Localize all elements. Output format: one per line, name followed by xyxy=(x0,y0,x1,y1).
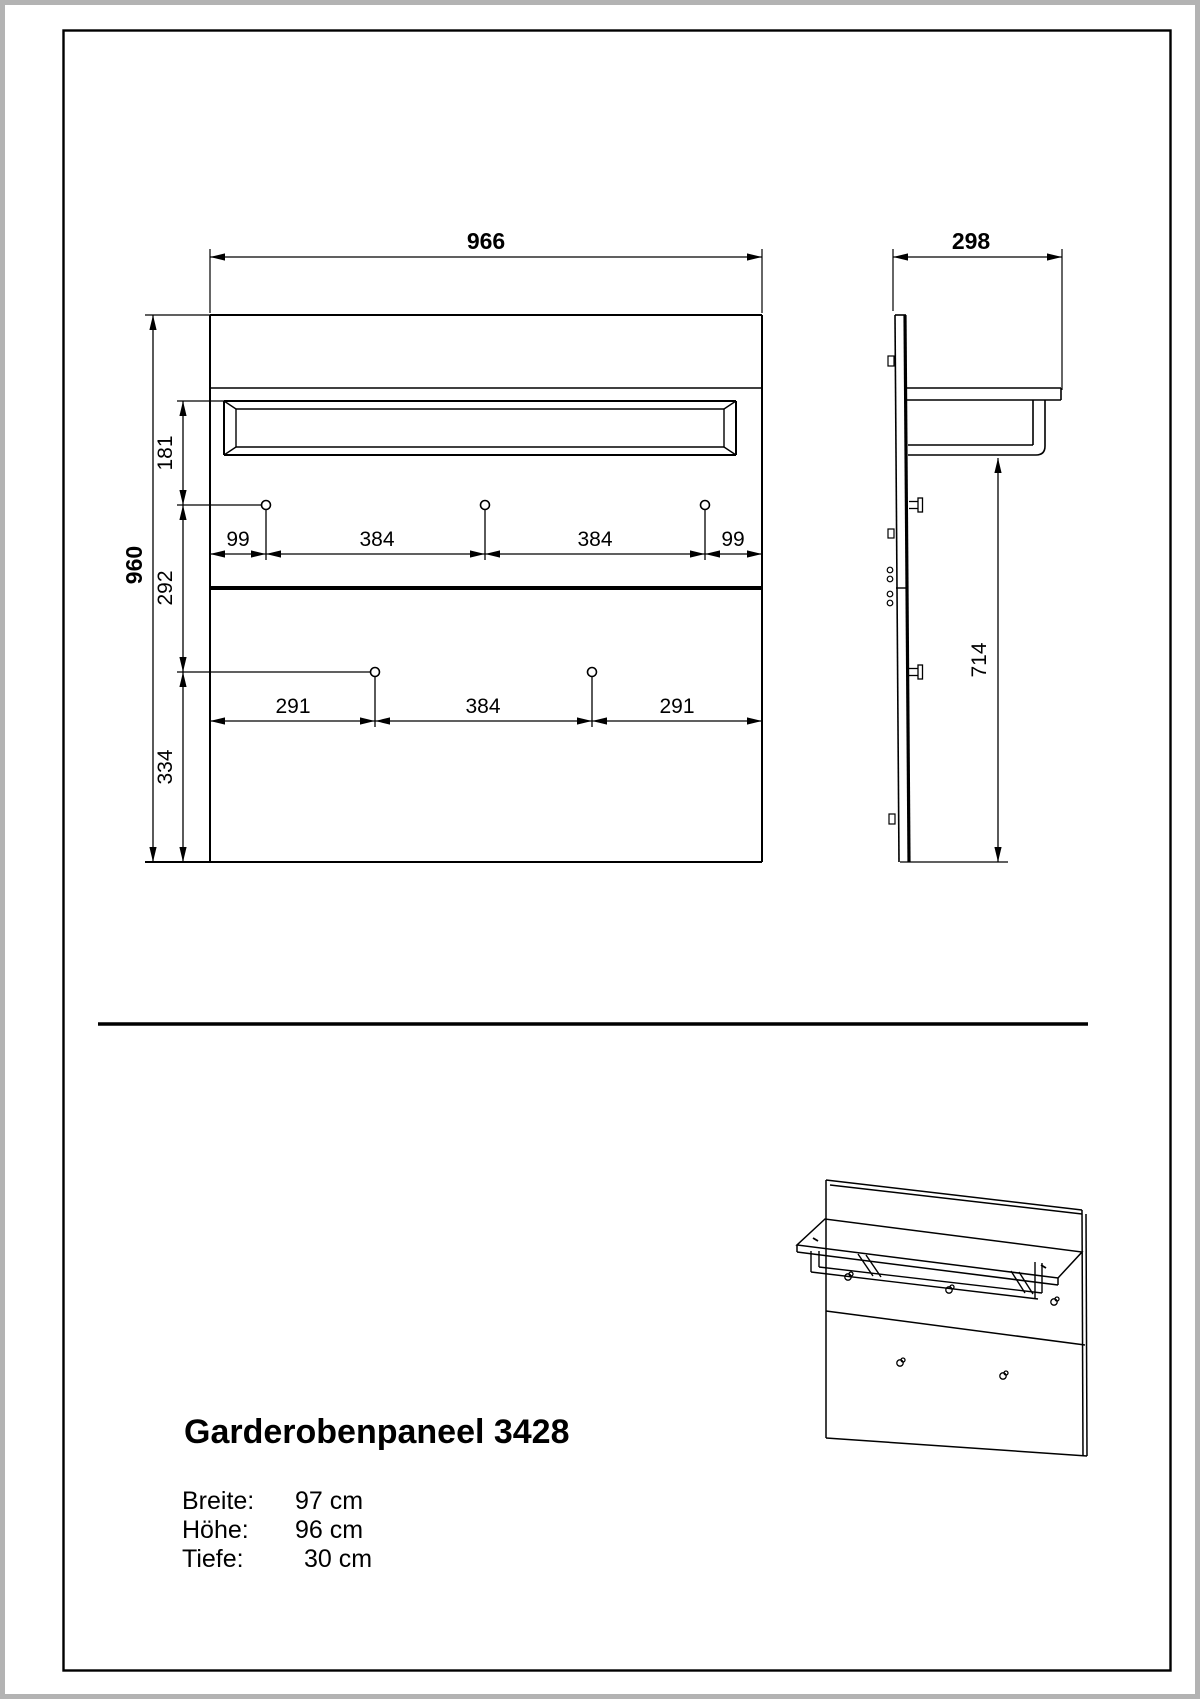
side-extension-lines xyxy=(893,249,1062,862)
label-row1-d3: 384 xyxy=(577,528,613,551)
spec-row-hoehe xyxy=(182,1516,372,1545)
side-peg-upper xyxy=(909,498,923,512)
label-seg-mid: 292 xyxy=(154,570,177,606)
isometric-view xyxy=(797,1180,1087,1456)
label-overall-width: 966 xyxy=(466,228,506,254)
spec-row-breite xyxy=(182,1487,372,1516)
front-rail-bevel xyxy=(224,401,736,455)
side-shelf xyxy=(907,388,1061,400)
side-mounting-hardware xyxy=(887,356,895,824)
spec-list xyxy=(182,1487,372,1574)
label-row2-d1: 291 xyxy=(275,695,311,718)
iso-divider-line xyxy=(826,1311,1085,1345)
front-dimensions xyxy=(153,257,762,862)
side-view xyxy=(887,249,1062,862)
front-hooks-upper xyxy=(262,501,710,510)
spec-value-breite: 97 cm xyxy=(295,1487,364,1515)
front-view xyxy=(145,249,762,862)
spec-label-breite: Breite: xyxy=(182,1487,255,1515)
side-dimensions xyxy=(893,257,1062,862)
label-row2-d2: 384 xyxy=(465,695,501,718)
label-row1-d4: 99 xyxy=(721,528,745,551)
front-extension-lines xyxy=(145,249,762,672)
spec-value-tiefe: 30 cm xyxy=(304,1545,373,1573)
label-seg-bot: 334 xyxy=(154,749,177,785)
front-hooks-upper-stems xyxy=(266,510,705,561)
label-row1-d1: 99 xyxy=(226,528,250,551)
label-seg-top: 181 xyxy=(154,435,177,471)
side-rail xyxy=(908,400,1045,455)
product-title: Garderobenpaneel 3428 xyxy=(184,1413,570,1451)
spec-label-hoehe: Höhe: xyxy=(182,1516,249,1544)
label-row1-d2: 384 xyxy=(359,528,395,551)
spec-label-tiefe: Tiefe: xyxy=(182,1545,244,1573)
spec-row-tiefe xyxy=(182,1545,372,1574)
label-row2-d3: 291 xyxy=(659,695,695,718)
label-depth: 298 xyxy=(951,228,991,254)
label-rail-height: 714 xyxy=(968,642,991,678)
side-peg-lower xyxy=(909,665,923,679)
spec-value-hoehe: 96 cm xyxy=(295,1516,364,1544)
front-hooks-lower xyxy=(371,668,597,677)
iso-hook-screws xyxy=(845,1272,1059,1379)
iso-panel xyxy=(826,1180,1087,1456)
label-overall-height: 960 xyxy=(121,545,147,585)
